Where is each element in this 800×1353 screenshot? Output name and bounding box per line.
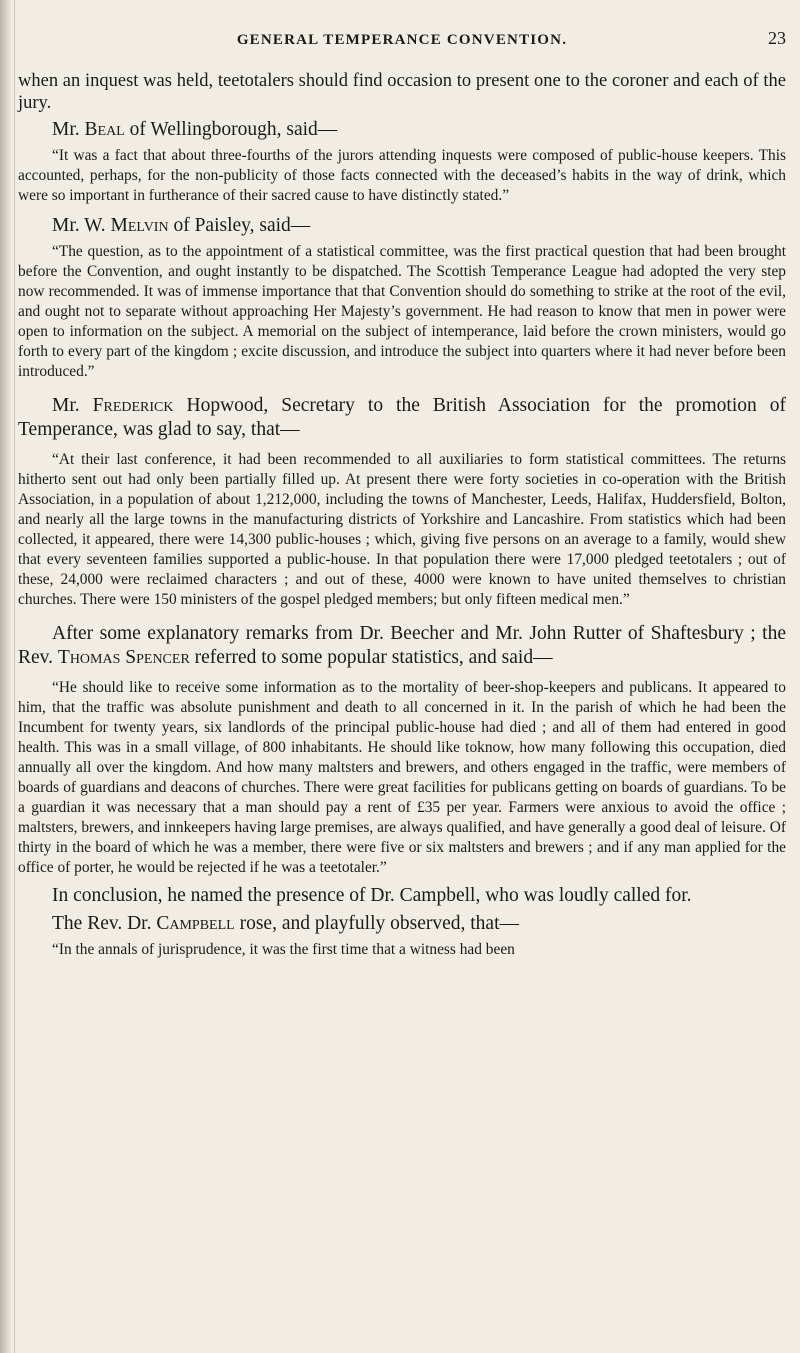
speaker-name: Campbell (156, 913, 235, 934)
speaker-suffix: of Wellingborough, said— (124, 119, 338, 140)
speaker-name: Beal (84, 119, 125, 140)
paragraph-conclusion: In conclusion, he named the presence of Dr. Campbell, who was loudly called for. (52, 885, 692, 906)
quote-melvin: “The question, as to the appointment of a statistical committee, was the first practical question that had been brought before the Convention, and ought instantly to be dispatched. The Scottish Temperance League had adopted the very step now recommended. It was of immense importance that that Convention should do something to strike at the root of the evil, and ought not to separate without approaching Her Majesty’s government. He had reason to know that men in power were open to information on the subject. A memorial on the subject of intemperance, laid before the crown ministers, would go forth to every part of the kingdom ; excite discussion, and introduce the subject into quarters where it had never before been introduced.” (18, 243, 786, 380)
speaker-prefix: After some explanatory remarks from Dr. Beecher and Mr. John Rutter of Shaftesbury ; the Rev. (18, 623, 786, 668)
quote-hopwood: “At their last conference, it had been recommended to all auxiliaries to form statistical committees. The returns hitherto sent out had only been partially filled up. At present there were forty societies in co-operation with the British Association, in a population of about 1,212,000, including the towns of Manchester, Leeds, Halifax, Huddersfield, Bolton, and nearly all the large towns in the manufacturing districts of Yorkshire and Lancashire. From statistics which had been collected, it appeared, there were 14,300 public-houses ; which, giving five persons on an average to a family, would shew that every seventeen families supported a public-house. In that population there were 17,000 pledged teetotalers ; out of these, 24,000 were reclaimed characters ; and out of these, 4000 were known to have united themselves to christian churches. There were 150 ministers of the gospel pledged members; but only fifteen medical men.” (18, 451, 786, 608)
page-content (18, 70, 786, 960)
speaker-name: Frederick (92, 395, 174, 416)
speaker-beal (18, 118, 786, 142)
quote-campbell: “In the annals of jurisprudence, it was the first time that a witness had been (52, 941, 515, 958)
speaker-prefix: The Rev. Dr. (52, 913, 157, 934)
speaker-suffix: of Paisley, said— (168, 215, 311, 236)
speaker-campbell (18, 912, 786, 936)
page-number: 23 (768, 28, 786, 48)
speaker-melvin (18, 214, 786, 238)
speaker-prefix: Mr. (52, 119, 85, 140)
speaker-name: Melvin (110, 215, 169, 236)
speaker-suffix: referred to some popular statistics, and said— (189, 647, 553, 668)
quote-spencer: “He should like to receive some information as to the mortality of beer-shop-keepers and publicans. It appeared to him, that the traffic was absolute punishment and death to all concerned in it. In the parish of which he had been the Incumbent for twenty years, six landlords of the principal public-house had died ; and all of them had entered in good health. This was in a small village, of 800 inhabitants. He should like toknow, how many following this occupation, died annually all over the kingdom. And how many maltsters and brewers, and others engaged in the traffic, were members of boards of guardians and deacons of churches. There were great facilities for publicans getting on boards of guardians. To be a guardian it was necessary that a man should pay a rent of £35 per year. Farmers were anxious to avoid the office ; maltsters, brewers, and innkeepers having large premises, are always qualified, and have generally a good deal of leisure. Of thirty in the board of which he was a member, there were five or six maltsters and brewers ; and if any man applied for the office of porter, he would be rejected if he was a teetotaler.” (18, 679, 786, 876)
speaker-prefix: Mr. (52, 395, 93, 416)
speaker-suffix: rose, and playfully observed, that— (234, 913, 520, 934)
running-title: GENERAL TEMPERANCE CONVENTION. (236, 32, 568, 48)
page-header (18, 24, 786, 54)
speaker-hopwood (18, 394, 786, 442)
paragraph-continuation: when an inquest was held, teetotalers should find occasion to present one to the coroner and each of the jury. (18, 71, 786, 113)
speaker-spencer (18, 622, 786, 670)
quote-beal: “It was a fact that about three-fourths of the jurors attending inquests were composed of public-house keepers. This accounted, perhaps, for the non-publicity of those facts connected with the deceased’s habits in the way of drink, which were so important in furtherance of their sacred cause to have distinctly stated.” (18, 147, 786, 204)
speaker-name: Thomas Spencer (57, 647, 190, 668)
speaker-prefix: Mr. W. (52, 215, 111, 236)
speaker-suffix: Hopwood, Secretary to the British Association for the promotion of Temperance, was glad to say, that— (18, 395, 786, 440)
